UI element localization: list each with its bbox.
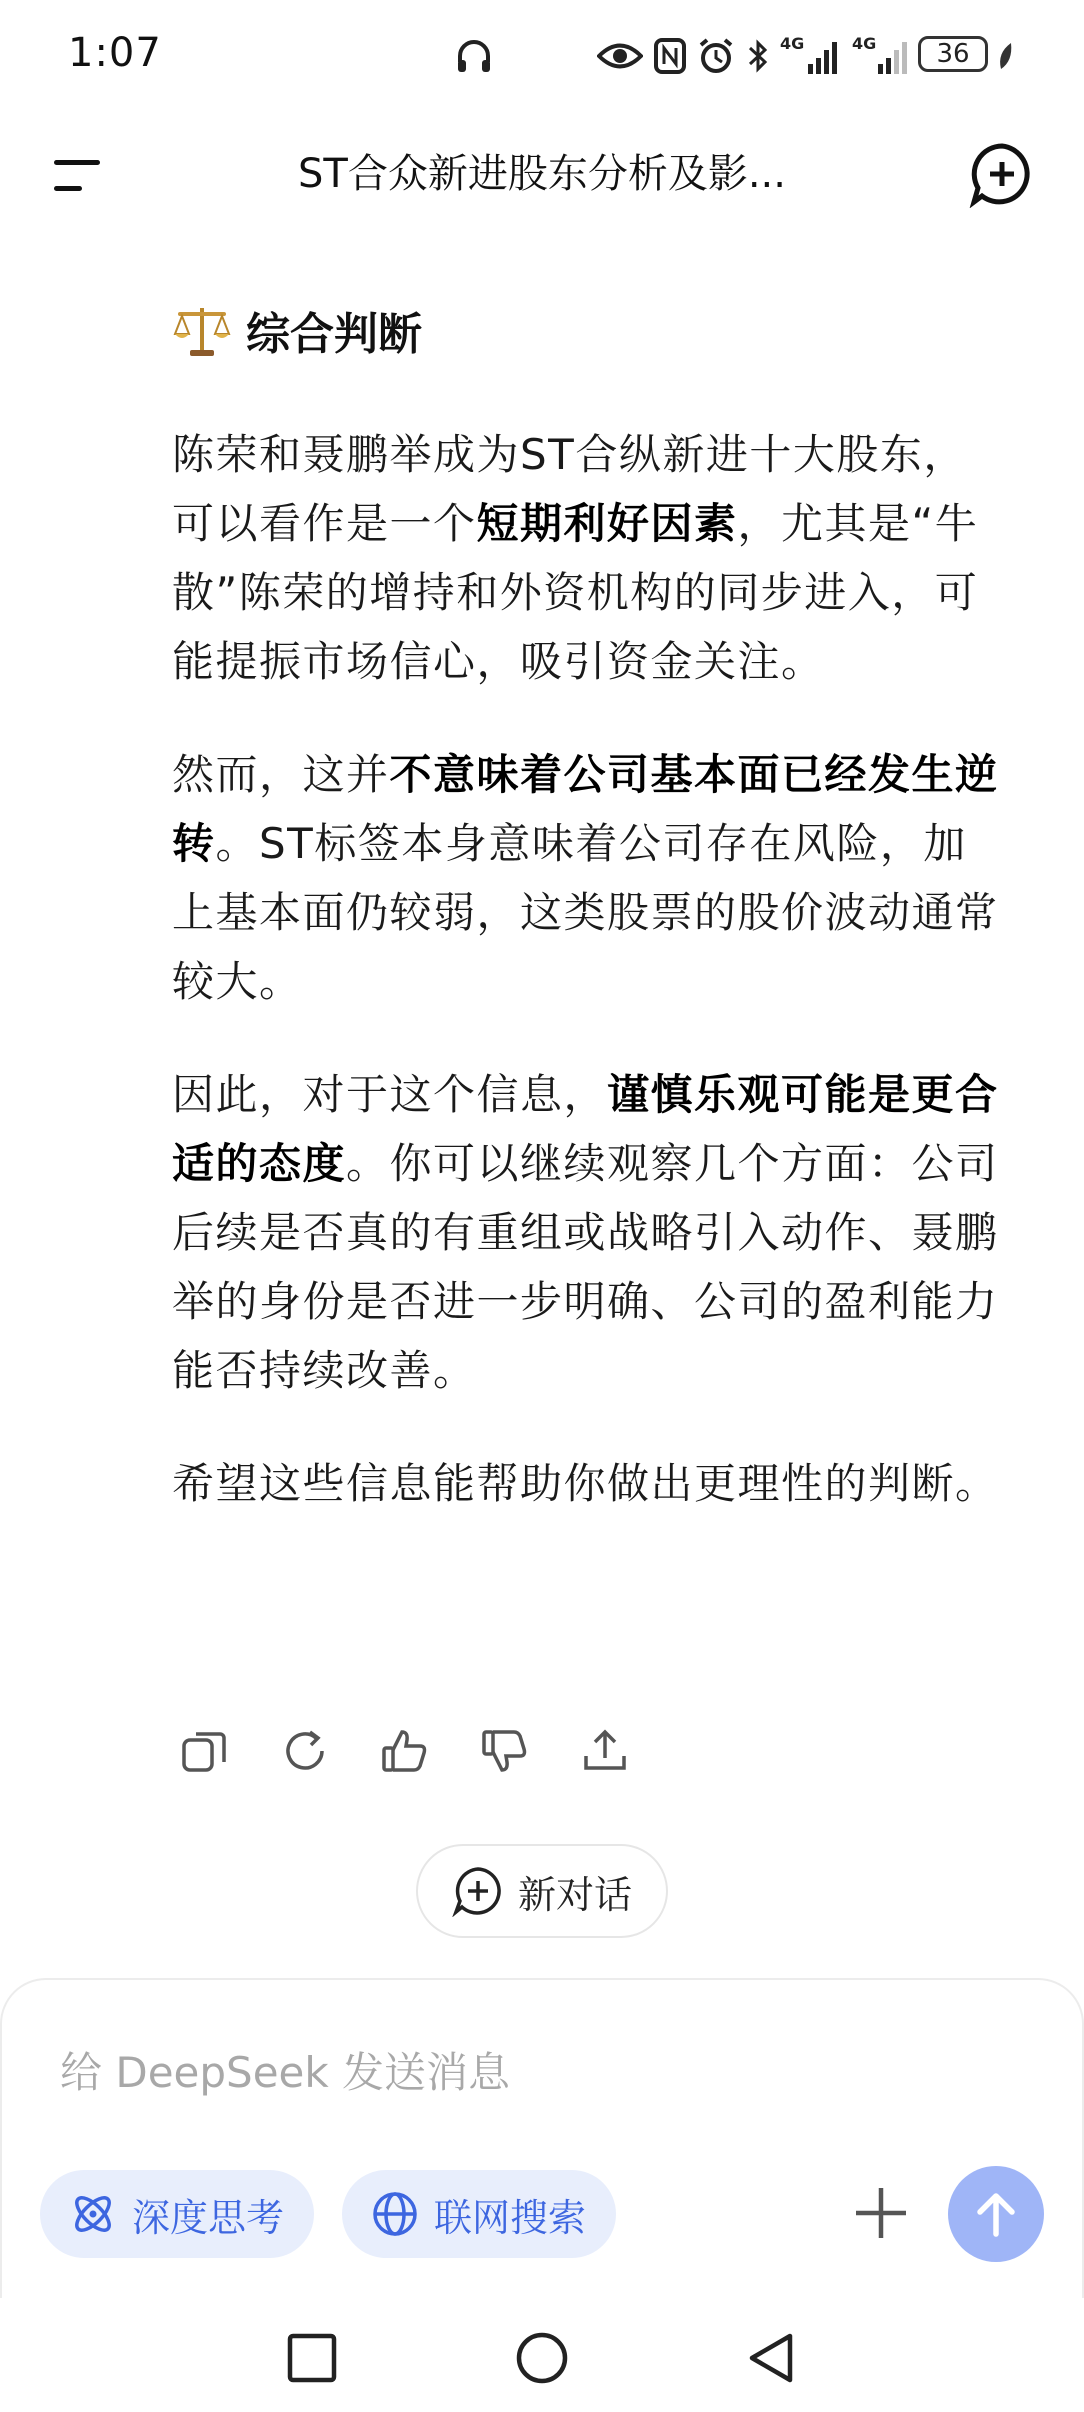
section-heading-text: 综合判断 (246, 309, 422, 360)
menu-icon[interactable] (50, 152, 110, 202)
deep-think-label: 深度思考 (132, 2195, 285, 2240)
signal-icon-2: 4G (852, 36, 912, 76)
new-chat-pill-icon (452, 1865, 504, 1917)
status-bar (0, 0, 1084, 112)
send-button[interactable] (948, 2166, 1044, 2262)
thumbs-up-icon[interactable] (378, 1724, 432, 1778)
signal-icon: 4G (780, 36, 844, 76)
section-heading (172, 290, 1002, 370)
deep-think-toggle[interactable] (40, 2170, 314, 2258)
paragraph-3: 因此，对于这个信息，谨慎乐观可能是更合适的态度。你可以继续观察几个方面：公司后续是否真的有重组或战略引入动作、聂鹏举的身份是否进一步明确、公司的盈利能力能否持续改善。 (172, 1070, 999, 1395)
web-search-toggle[interactable] (342, 2170, 616, 2258)
attach-plus-icon[interactable] (848, 2180, 914, 2246)
globe-icon (370, 2189, 420, 2239)
arrow-up-icon (968, 2186, 1024, 2242)
status-time: 1:07 (68, 30, 162, 76)
alarm-icon (696, 36, 736, 76)
copy-icon[interactable] (178, 1724, 232, 1778)
new-chat-icon[interactable] (968, 140, 1036, 208)
chat-title[interactable]: ST合众新进股东分析及影... (298, 151, 786, 197)
system-nav-bar (0, 2298, 1084, 2412)
message-actions (178, 1724, 638, 1786)
regenerate-icon[interactable] (278, 1724, 332, 1778)
atom-icon (68, 2189, 118, 2239)
composer (0, 1978, 1084, 2298)
recent-apps-icon[interactable] (282, 2328, 342, 2388)
assistant-message (172, 290, 1002, 1518)
web-search-label: 联网搜索 (434, 2195, 587, 2240)
new-chat-button[interactable] (416, 1844, 668, 1938)
balance-scale-icon (172, 300, 232, 360)
paragraph-1: 陈荣和聂鹏举成为ST合纵新进十大股东，可以看作是一个短期利好因素，尤其是“牛散”陈荣的增持和外资机构的同步进入，可能提振市场信心，吸引资金关注。 (172, 430, 979, 686)
nfc-icon (652, 36, 688, 76)
new-chat-label: 新对话 (517, 1872, 632, 1917)
message-input[interactable]: 给 DeepSeek 发送消息 (60, 2048, 511, 2097)
chat-header (0, 112, 1084, 234)
eye-icon (596, 36, 644, 76)
battery-icon: 36 (918, 36, 988, 72)
thumbs-down-icon[interactable] (478, 1724, 532, 1778)
share-icon[interactable] (578, 1724, 632, 1778)
back-icon[interactable] (742, 2328, 802, 2388)
paragraph-4: 希望这些信息能帮助你做出更理性的判断。 (172, 1459, 999, 1508)
paragraph-2: 然而，这并不意味着公司基本面已经发生逆转。ST标签本身意味着公司存在风险，加上基本面仍较弱，这类股票的股价波动通常较大。 (172, 750, 999, 1006)
headphones-icon (452, 36, 496, 76)
home-icon[interactable] (512, 2328, 572, 2388)
bluetooth-icon (744, 36, 772, 76)
leaf-icon (994, 36, 1016, 76)
